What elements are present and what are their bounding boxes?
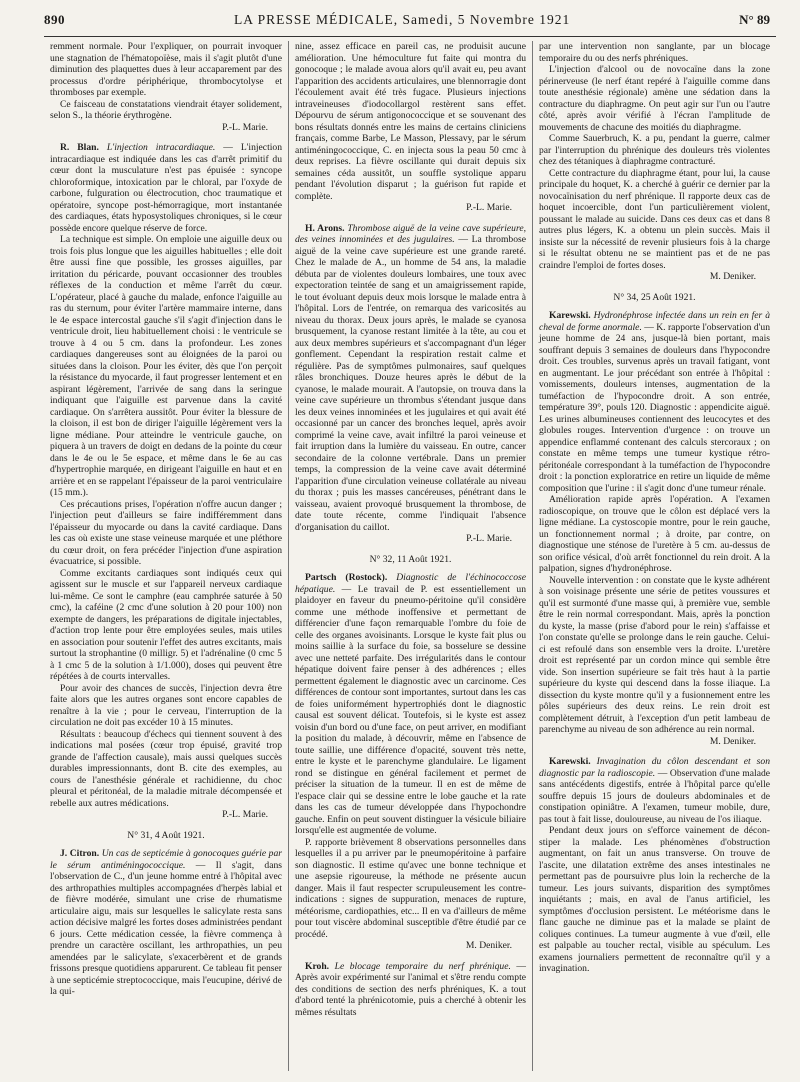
paragraph: par une intervention non sanglante, par un blocage temporaire du ou des nerfs phréniques.: [539, 41, 770, 64]
paragraph: Résultats : beaucoup d'échecs qui tiennent souvent à des indications mal posées (cœur trop épuisé, gravité trop grande de l'affection causale), mais aussi quelques succès durables impressionnants, dont B. cite des exemples, au cours de l'anesthésie générale et rachidienne, du choc pleural et péritonéal, de la maladie mitrale décompensée et rebelle aux autres médications.: [50, 728, 282, 809]
article-lead: [295, 572, 526, 837]
article-author: Karewski.: [549, 756, 591, 767]
article-title: Thrombose aiguë de la veine cave supérieure, des veines innominées et des jugulaires.: [295, 222, 526, 245]
article-author: J. Citron.: [60, 848, 100, 859]
article-text: — La thrombose aiguë de la veine cave supérieure est une grande rareté. Chez le malade de A., un homme de 54 ans, la maladie débuta par de violentes douleurs lombaires, une toux avec expectoration teintée de sang et un amaigrissement rapide, le tout évoluant depuis deux mois lorsque le malade entra à l'hôpital. Lors de l'entrée, on remarqua des varicosités au niveau du thorax. Deux jours après, le malade se cyanosa brusquement, la cyanose restant limitée à la tête, au cou et aux deux membres supérieurs et s'accompagnant d'un léger gonflement. Cependant la respiration restait calme et régulière. Pas de symptômes pulmonaires, sauf quelques râles bronchiques. Douze heures après le début de la cyanose, le malade mourait. A l'autopsie, on trouva dans la veine cave supérieure un thrombus s'étendant jusque dans les deux veines innominées et les jugulaires et qui avait été occasionné par un cancer des bronches lequel, après avoir comprimé la veine cave, avait infiltré la paroi veineuse et fait irruption dans la lumière du vaisseau. En outre, cancer secondaire de la colonne vertébrale. Dans un premier temps, la compression de la veine cave avait déterminé l'apparition d'une circulation veineuse collatérale au niveau du thorax ; puis les masses cancéreuses, pénétrant dans le vaisseau, avaient provoqué brusquement la thrombose, de date toute récente, comme l'indiquait l'absence d'organisation du caillot.: [295, 234, 526, 533]
signature: P.-L. Marie.: [466, 533, 512, 544]
header-rule: [44, 36, 776, 37]
paragraph: Ce faisceau de constatations viendrait étayer solidement, selon S., la théorie érythrogène.: [50, 98, 282, 121]
paragraph: Cette contracture du diaphragme étant, pour lui, la cause principale du hoquet, K. a cherché à guérir ce dernier par la novocaïnisation du nerf phrénique. Il rapporte deux cas de hoquet incoercible, dont l'un particulièrement violent, poussant le malade au suicide. Dans ces deux cas et dans 8 autres plus légers, K. a obtenu un plein succès. Mais il insiste sur la nécessité de revenir plusieurs fois à la charge si le résultat obtenu ne se maintient pas et de ne pas craindre l'emploi de fortes doses.: [539, 167, 770, 271]
article-blan: [50, 142, 282, 821]
article-author: Kroh.: [305, 960, 330, 972]
article-title: Le blocage temporaire du nerf phrénique.: [334, 960, 511, 972]
article-text: — Il s'agit, dans l'observation de C., d'un jeune homme entré à l'hôpital avec des arthropathies multiples accompagnées d'herpès labial et de fièvre modérée, simulant une crise de rhumatisme articulaire aigu, mais sur lesquelles le salicylate resta sans action décisive malgré les fortes doses administrées pendant 6 jours. Cette médication cessée, la fièvre commença à prendre un caractère oscillant, les arthropathies, un peu amendées par le salicylate, s'exacerbèrent et de grands frissons presque quotidiens apparurent. Ce tableau fit penser à une septicémie streptococcique, mais l'eucupine, dérivé de la qui-: [50, 859, 282, 997]
paragraph: remment normale. Pour l'expliquer, on pourrait invoquer une stagnation de l'hématopoïèse, mais il s'agit plutôt d'une diminution des plaquettes dues à leur accaparement par des processus d'ordre périphérique, thrombocytolyse et thromboses par exemple.: [50, 41, 282, 98]
issue-number: N° 89: [739, 12, 770, 27]
article-lead: [539, 310, 770, 494]
paragraph: Pour avoir des chances de succès, l'injection devra être faite alors que les autres organes sont encore capables de renaître à la vie ; pour le cerveau, l'interruption de la circulation ne doit pas excéder 10 à 15 minutes.: [50, 682, 282, 728]
article-text: — Après avoir expérimenté sur l'animal et s'être rendu compte des conditions de section des nerfs phréniques, K. a tout d'abord tenté la phrénicotomie, puis a cherché à obtenir les mêmes résultats: [295, 960, 527, 1018]
article-karewski-invagination: [539, 756, 770, 975]
column-left: [44, 41, 288, 1071]
article-karewski-hydronephrose: [539, 310, 770, 747]
article-title: Invagination du côlon descendant et son diagnostic par la radioscopie.: [539, 756, 770, 779]
signature: P.-L. Marie.: [466, 202, 512, 213]
signature: P.-L. Marie.: [222, 121, 268, 133]
paragraph: P. rapporte brièvement 8 observations personnelles dans lesquelles il a pu arriver par le pneumopéritoine à parfaire son diagnostic. Il estime qu'avec une bonne technique et une asepsie rigoureuse, la méthode ne présente aucun danger. Mais il faut respecter scrupuleusement les contre-indications : signes de suppuration, menaces de rupture, météorisme, cardiopathies, etc... Il en va d'ailleurs de même pour tout viscère abdominal susceptible d'être étudié par ce procédé.: [295, 836, 526, 940]
article-text: — K. rapporte l'observation d'un jeune homme de 24 ans, jusque-là bien portant, mais souffrant depuis 3 semaines de douleurs dans l'hypocondre droit. Ces troubles, survenus après un travail fatigant, vont en augmentant. Le jour précédant son entrée à l'hôpital : vomissements, douleurs intenses, augmentation de la tuméfaction de l'hypocondre droit. A son entrée, température 39°, pouls 120. Diagnostic : appendicite aiguë. Les urines albumineuses contiennent des leucocytes et des globules rouges. Intervention d'urgence : on trouve un appendice enflammé contenant des calculs stercoraux ; on constate en même temps une tumeur kystique rétro-péritonéale correspondant à la tuméfaction de l'hypocondre droit : la ponction exploratrice en retire un liquide de même composition que l'urine : il s'agit donc d'une tumeur rénale.: [539, 321, 770, 494]
article-title: Hydronéphrose infectée dans un rein en fer à cheval de forme anormale.: [539, 310, 770, 333]
article-author: Karewski.: [549, 310, 591, 321]
article-lead: [50, 848, 282, 998]
article-kroh: [295, 961, 526, 1019]
column-right: [532, 41, 776, 1071]
article-author: R. Blan.: [60, 142, 99, 153]
article-title: Un cas de septicémie à gonocoques guérie par le sérum antiméningococcique.: [50, 848, 282, 871]
article-arons: [295, 223, 526, 545]
running-header: [44, 12, 776, 34]
article-title: Diagnostic de l'échinococcose hépatique.: [295, 572, 526, 595]
paragraph: Ces précautions prises, l'opération n'offre aucun danger ; l'injection peut d'ailleurs se faire indifféremment dans l'épaisseur du myocarde ou dans la cavité cardiaque. Dans les cas où existe une stase veineuse marquée et une pléthore du cœur droit, on fera précéder l'injection d'une aspiration évacuatrice, si possible.: [50, 498, 282, 567]
paragraph: L'injection d'alcool ou de novocaïne dans la zone périnerveuse (le nerf étant repéré à l'aiguille comme dans toute anesthésie régionale) amène une sédation dans la contracture du diaphragme. On peut agir sur l'un ou l'autre côté, après avoir vérifié à l'écran l'amplitude de mouvements de chacune des moitiés du diaphragme.: [539, 64, 770, 133]
article-author: Partsch (Rostock).: [305, 572, 388, 583]
paragraph: Pendant deux jours on s'efforce vainement de décon-stiper la malade. Les phénomènes d'obstruction augmentant, on fait un anus transverse. On trouve de l'ascite, une dilatation extrême des anses intestinales ne permettant pas de poursuivre plus loin la recherche de la tumeur. Les jours suivants, disparition des symptômes inquiétants ; mais, en aval de l'anus artificiel, les symptômes d'occlusion persistent. Le météorisme dans le flanc gauche ne diminue pas et la malade se plaint de coliques continues. La tumeur augmente à vue d'œil, elle est palpable au toucher rectal, visible au spéculum. Les examens journaliers permettent de reconnaître qu'il y a invagination.: [539, 825, 770, 974]
issue-date-heading: N° 32, 11 Août 1921.: [369, 553, 452, 565]
article-lead: [50, 142, 282, 234]
article-title: L'injection intracardiaque.: [106, 142, 216, 153]
signature: M. Deniker.: [465, 940, 512, 951]
paragraph: Nouvelle intervention : on constate que le kyste adhérent à son voisinage présente une série de petites voussures et qu'il est surmonté d'une masse qui, à première vue, semble être le rein normal correspondant. Mais, après la ponction du kyste, la masse (prise d'abord pour le rein) s'affaisse et l'on constate qu'elle se prolonge dans le rein gauche. Celui-ci est refoulé dans son ensemble vers la droite. L'uretère droit est représenté par un cordon mince qui semble être vide. Son insertion supérieure se fait très haut à la partie supérieure du kyste qui descend dans la fosse iliaque. La dissection du kyste montre qu'il y a fusionnement entre les pôles supérieurs des deux reins. Le rein droit est complètement détruit, à l'exception d'un petit lambeau de parenchyme au niveau de son adhérence au rein normal.: [539, 574, 770, 735]
paragraph: Amélioration rapide après l'opération. A l'examen radioscopique, on trouve que le côlon est déplacé vers la ligne médiane. La cystoscopie montre, pour le rein gauche, un fonctionnement normal ; à droite, par contre, on diagnostique une sténose de l'uretère à 5 cm. au-dessus de son orifice vésical, d'où arrêt fonctionnel du rein droit. A la palpation, signes d'hydronéphrose.: [539, 494, 770, 574]
signature: M. Deniker.: [709, 271, 756, 282]
signature: P.-L. Marie.: [222, 809, 268, 820]
article-text: — Observation d'une malade sans antécédents digestifs, entrée à l'hôpital parce qu'elle souffre depuis 15 jours de douleurs abdominales et de constipation opiniâtre. A l'examen, tumeur mobile, dure, pas tout à fait lisse, douloureuse, au niveau de l'os iliaque.: [539, 767, 771, 825]
article-lead: [295, 961, 526, 1019]
issue-date-heading: N° 34, 25 Août 1921.: [613, 291, 696, 303]
article-text: — Le travail de P. est essentiellement un plaidoyer en faveur du pneumo-péritoine qu'il considère comme une méthode inoffensive et permettant de différencier d'une façon remarquable l'ombre du foie de celle des organes avoisinants. Lorsque le kyste fait plus ou moins saillie à la surface du foie, sa bosselure se dessine avec une netteté parfaite. Des irrégularités dans le contour hépatique doivent faire penser à des adhérences ; elles permettent également le diagnostic avec un carcinome. Ces différences de contour sont importantes, surtout dans les cas de foies uniformément hypertrophiés dont le diagnostic causal est souvent délicat. Toutefois, si le kyste est assez voisin d'un bord ou d'une face, on peut arriver, en modifiant la position du malade, à découvrir, même en l'absence de toute saillie, une différence d'opacité, souvent très nette, entre le kyste et le parenchyme glandulaire. Le ligament rond se distingue en général facilement et permet de préciser la situation de la tumeur. Il en est de même de l'espace clair qui se dessine entre le lobe gauche et la rate dans les cas de tumeur développée dans l'hypochondre gauche. Enfin on peut souvent distinguer la vésicule biliaire lorsqu'elle est augmentée de volume.: [295, 583, 526, 836]
article-lead: [539, 756, 770, 825]
paragraph: La technique est simple. On emploie une aiguille deux ou trois fois plus longue que les aiguilles habituelles ; elle doit être aussi fine que possible, les grosses aiguilles, par irritation du péricarde, pouvant occasionner des troubles réflexes de la conduction et même l'arrêt du cœur. L'opérateur, placé à gauche du malade, enfonce l'aiguille au ras du sternum, pour éviter l'artère mammaire interne, dans le 4e espace intercostal gauche s'il s'agit d'injection dans le ventricule droit, lieu habituellement choisi : le ventricule se trouve à 4 ou 5 cm. dans la profondeur. Les zones cardiaques dangereuses sont au éloignées de la paroi ou situées dans la cloison. Pour les éviter, dès que l'on perçoit la résistance du myocarde, il faut progresser lentement et en aspirant légèrement, l'arrivée de sang dans la seringue indiquant que l'aiguille est parvenue dans la cavité cardiaque. On s'arrêtera aussitôt. Pour éviter la blessure de la cloison, il est bon de diriger l'aiguille légèrement vers la ligne médiane. Pour atteindre le ventricule gauche, on piquera à un travers de doigt en dedans de la pointe du cœur dans le 4e ou le 5e espace, et même dans le 6e au cas d'hypertrophie marquée, en dirigeant l'aiguille en haut et en arrière et en se rappelant l'épaisseur de la paroi ventriculaire (15 mm.).: [50, 234, 282, 498]
paragraph: Comme Sauerbruch, K. a pu, pendant la guerre, calmer par l'interruption du phrénique des douleurs très violentes chez des tétaniques à diaphragme contracturé.: [539, 133, 770, 167]
signature: M. Deniker.: [709, 735, 756, 747]
article-text: — L'injection intracardiaque est indiquée dans les cas d'arrêt primitif du cœur dont la musculature n'est pas épuisée : syncope chloroformique, intoxication par le chloral, par l'oxyde de carbone, fulguration ou électrocution, choc traumatique et opératoire, syncope post-hémorragique, mort instantanée des cardiaques, états hyposystoliques chroniques, si le cœur possède encore quelque réserve de force.: [50, 142, 282, 234]
article-author: H. Arons.: [305, 222, 345, 234]
text-columns: [44, 41, 776, 1071]
issue-date-heading: N° 31, 4 Août 1921.: [127, 829, 205, 841]
page-number: 890: [44, 12, 65, 27]
paragraph: Comme excitants cardiaques sont indiqués ceux qui agissent sur le muscle et sur l'appareil nerveux cardiaque lui-même. Ce sont le camphre (eau camphrée saturée à 50 cmc), la caféine (2 cmc d'une solution à 20 pour 100) non exempte de dangers, les préparations de digitale injectables, d'action trop lente pour être employées seules, mais utiles en association pour soutenir l'effet des autres excitants, mais surtout la strophantine (0 milligr. 5) et l'adrénaline (0 cmc 5 à 1 cmc 5 de la solution à 1/1.000), doses qui peuvent être répétées à de courts intervalles.: [50, 567, 282, 682]
journal-title: LA PRESSE MÉDICALE, Samedi, 5 Novembre 1921: [233, 12, 571, 27]
article-lead: [295, 223, 526, 534]
article-citron: [50, 848, 282, 998]
column-middle: [288, 41, 532, 1071]
paragraph: nine, assez efficace en pareil cas, ne produisit aucune amélioration. Une hémoculture fut faite qui montra du gonocoque ; le malade avoua alors qu'il avait eu, peu avant l'apparition des accidents articulaires, une blennorragie dont l'écoulement avait été très fugace. Plusieurs injections intraveineuses d'iodocollargol restèrent sans effet. Dépourvu de sérum antigonococcique et se souvenant des bons résultats donnés entre les mains de certains cliniciens français, comme Barbe, Le Masson, Plessavy, par le sérum antiméningococcique, C. en injecta sous la peau 50 cmc à deux reprises. La fièvre oscillante qui durait depuis six semaines céda aussitôt, un souffle systolique apparu pendant l'évolution disparut ; la guérison fut rapide et complète.: [295, 41, 526, 202]
article-partsch: [295, 572, 526, 952]
